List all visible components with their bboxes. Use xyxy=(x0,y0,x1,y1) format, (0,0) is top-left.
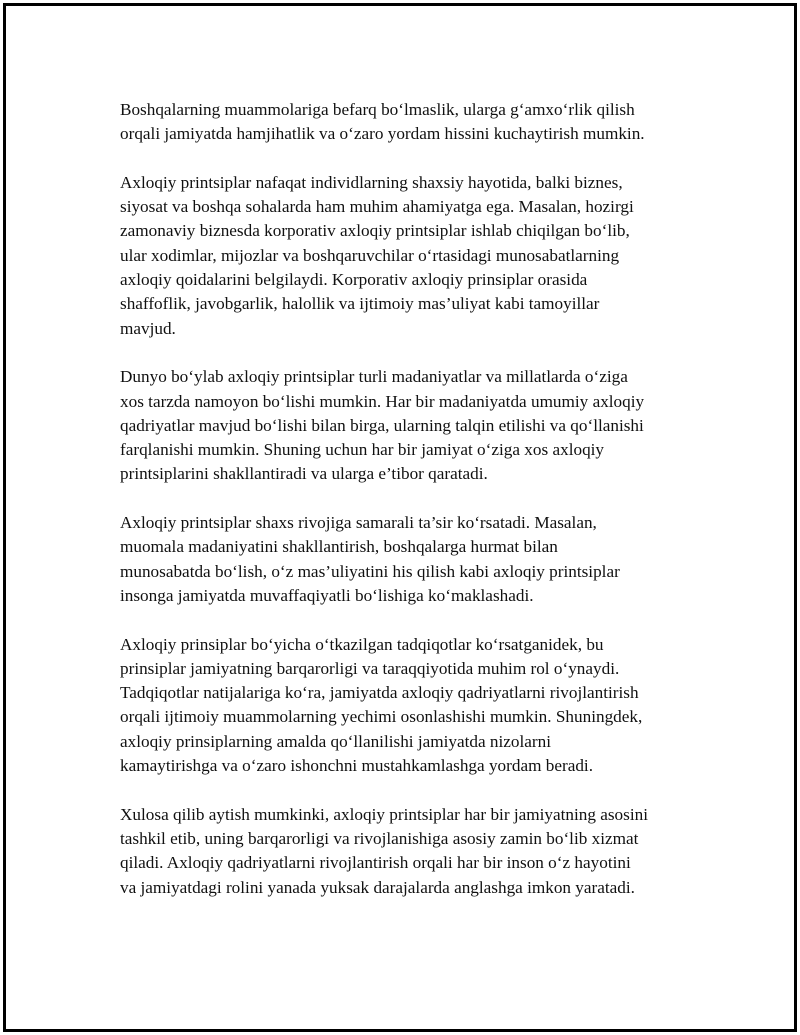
paragraph-3: Dunyo bo‘ylab axloqiy printsiplar turli madaniyatlar va millatlarda o‘ziga xos tarzda namoyon bo‘lishi mumkin. Har bir madaniyatda umumiy axloqiy qadriyatlar mavjud bo‘lishi bilan birga, ularning talqin etilishi va qo‘llanishi farqlanishi mumkin. Shuning uchun har bir jamiyat o‘ziga xos axloqiy printsiplarini shakllantiradi va ularga e’tibor qaratadi. xyxy=(120,367,645,484)
paragraph-5: Axloqiy prinsiplar bo‘yicha o‘tkazilgan tadqiqotlar ko‘rsatganidek, bu prinsiplar jamiyatning barqarorligi va taraqqiyotida muhim rol o‘ynaydi. Tadqiqotlar natijalariga ko‘ra, jamiyatda axloqiy qadriyatlarni rivojlantirish orqali ijtimoiy muammolarning yechimi osonlashishi mumkin. Shuningdek, axloqiy prinsiplarning amalda qo‘llanilishi jamiyatda nizolarni kamaytirishga va o‘zaro ishonchni mustahkamlashga yordam beradi. xyxy=(120,634,643,776)
document-body xyxy=(120,98,710,924)
paragraph-6: Xulosa qilib aytish mumkinki, axloqiy printsiplar har bir jamiyatning asosini tashkil etib, uning barqarorligi va rivojlanishiga asosiy zamin bo‘lib xizmat qiladi. Axloqiy qadriyatlarni rivojlantirish orqali har bir inson o‘z hayotini va jamiyatdagi rolini yanada yuksak darajalarda anglashga imkon yaratadi. xyxy=(120,804,648,897)
paragraph-2: Axloqiy printsiplar nafaqat individlarning shaxsiy hayotida, balki biznes, siyosat va boshqa sohalarda ham muhim ahamiyatga ega. Masalan, hozirgi zamonaviy biznesda korporativ axloqiy printsiplar ishlab chiqilgan bo‘lib, ular xodimlar, mijozlar va boshqaruvchilar o‘rtasidagi munosabatlarning axloqiy qoidalarini belgilaydi. Korporativ axloqiy prinsiplar orasida shaffoflik, javobgarlik, halollik va ijtimoiy mas’uliyat kabi tamoyillar mavjud. xyxy=(120,172,634,338)
paragraph-4: Axloqiy printsiplar shaxs rivojiga samarali ta’sir ko‘rsatadi. Masalan, muomala madaniyatini shakllantirish, boshqalarga hurmat bilan munosabatda bo‘lish, o‘z mas’uliyatini his qilish kabi axloqiy printsiplar insonga jamiyatda muvaffaqiyatli bo‘lishiga ko‘maklashadi. xyxy=(120,513,620,605)
page-frame xyxy=(3,3,797,1032)
paragraph-1: Boshqalarning muammolariga befarq bo‘lmaslik, ularga g‘amxo‘rlik qilish orqali jamiyatda hamjihatlik va o‘zaro yordam hissini kuchaytirish mumkin. xyxy=(120,100,645,144)
